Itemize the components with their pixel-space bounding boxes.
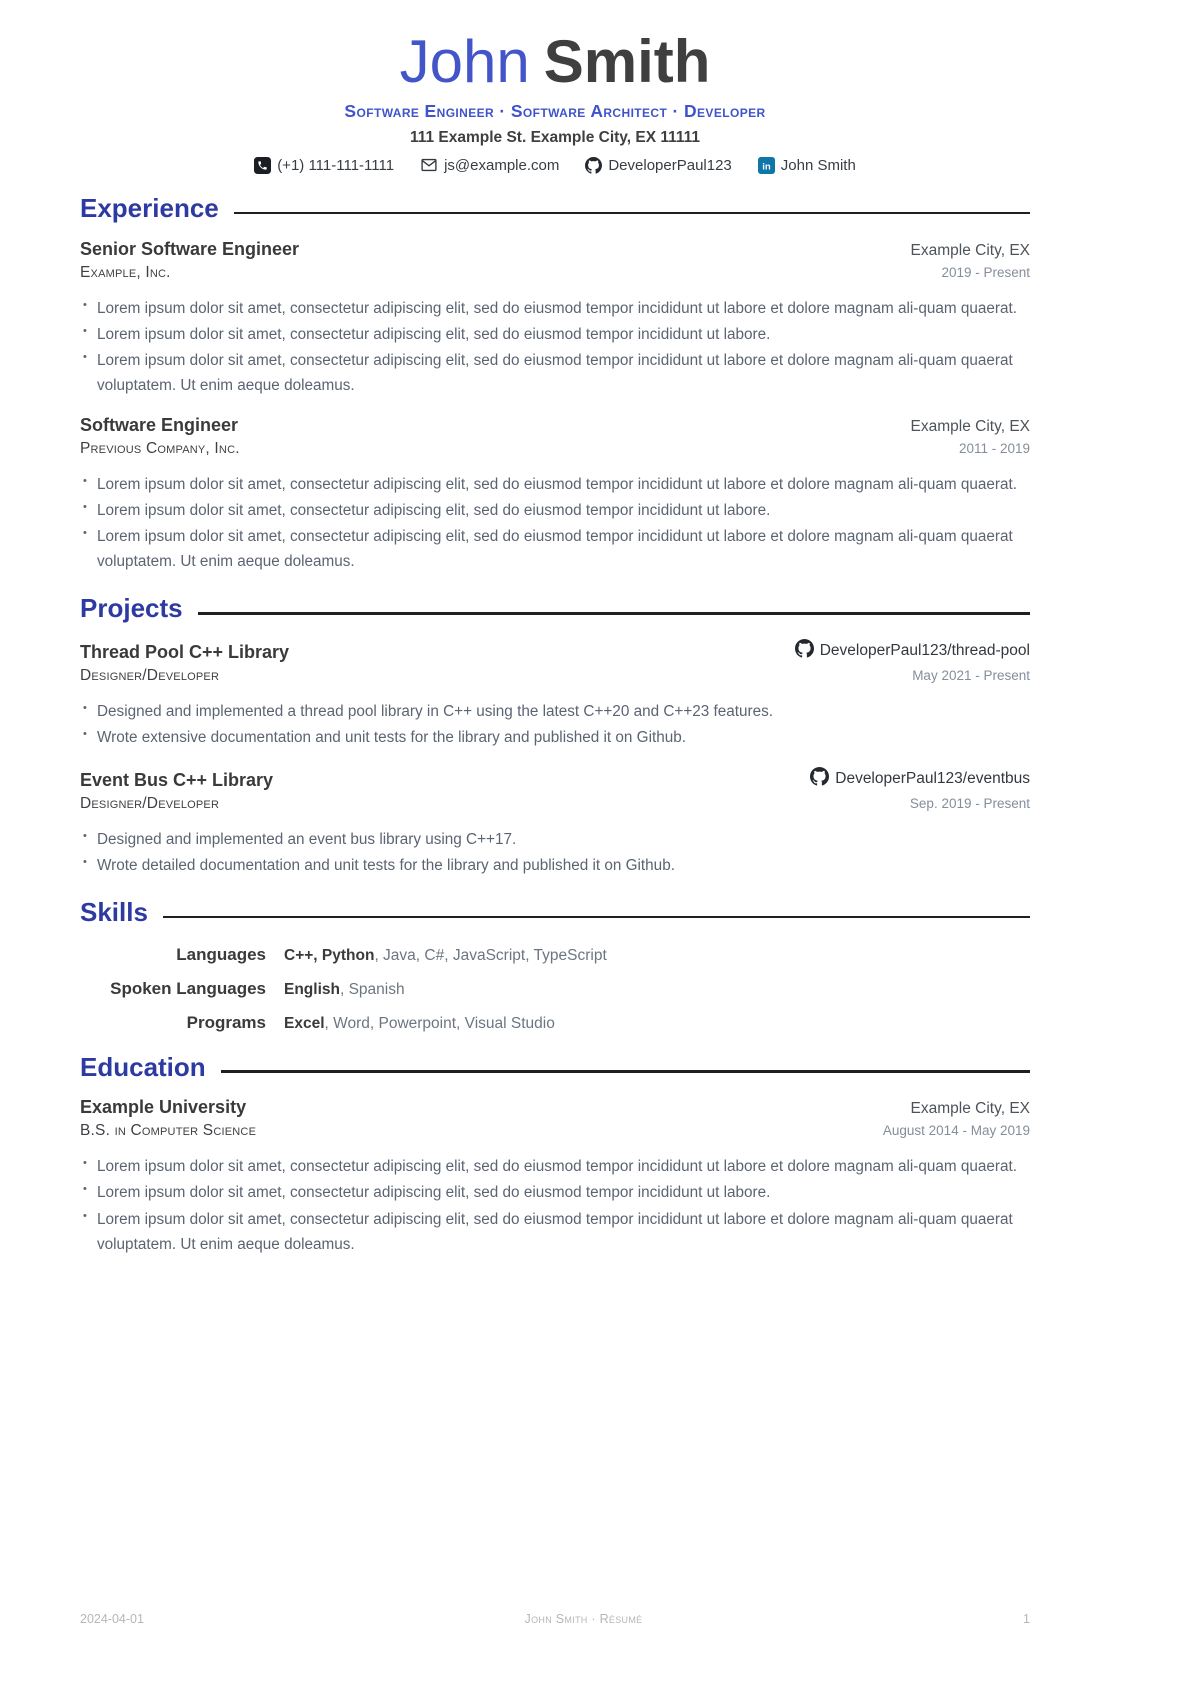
project-title: Thread Pool C++ Library — [80, 642, 290, 663]
project-title: Event Bus C++ Library — [80, 769, 274, 790]
bullet-icon: • — [83, 474, 87, 487]
company-name: Example, Inc. — [80, 263, 171, 281]
section-rule — [163, 916, 1030, 919]
github-icon — [810, 767, 829, 791]
job-location: Example City, EX — [910, 417, 1030, 435]
bullet-icon: • — [83, 1183, 87, 1196]
github-icon — [585, 157, 602, 174]
phone-icon — [254, 157, 271, 174]
resume-header — [80, 0, 1030, 174]
section-rule — [234, 212, 1030, 215]
repo-name: DeveloperPaul123/eventbus — [835, 769, 1030, 787]
github-username: DeveloperPaul123 — [608, 156, 732, 174]
bullet-item: • Wrote extensive documentation and unit tests for the library and published it on Github. — [80, 725, 1030, 750]
skill-label: Spoken Languages — [110, 978, 266, 998]
education-entry — [80, 1097, 1030, 1257]
linkedin-name: John Smith — [780, 156, 856, 174]
skill-row — [80, 1013, 1030, 1033]
phone-number: (+1) 111-111-1111 — [277, 156, 395, 174]
skills-table — [80, 945, 1030, 1033]
contact-row — [80, 156, 1030, 174]
school-location: Example City, EX — [910, 1100, 1030, 1118]
job-title: Software Engineer — [80, 414, 239, 435]
skill-label: Programs — [186, 1012, 266, 1032]
section-header-education — [80, 1053, 1030, 1082]
section-title-education: Education — [80, 1051, 206, 1082]
experience-entry — [80, 415, 1030, 575]
skill-values: Excel, Word, Powerpoint, Visual Studio — [284, 1014, 555, 1032]
bullet-icon: • — [83, 298, 87, 311]
bullet-item: • Designed and implemented a thread pool library in C++ using the latest C++20 and C++23 features. — [80, 699, 1030, 724]
section-experience — [80, 194, 1030, 574]
linkedin-icon — [758, 157, 775, 174]
skill-row — [80, 945, 1030, 965]
bullet-item: • Lorem ipsum dolor sit amet, consectetur adipiscing elit, sed do eiusmod tempor incididunt ut labore et dolore magnam ali-quam quaerat. — [80, 296, 1030, 321]
email-icon — [420, 156, 438, 174]
bullet-icon: • — [83, 702, 87, 715]
skill-row — [80, 979, 1030, 999]
project-role: Designer/Developer — [80, 794, 220, 812]
school-name: Example University — [80, 1097, 247, 1118]
section-education — [80, 1053, 1030, 1258]
experience-entry — [80, 239, 1030, 399]
job-bullets — [80, 296, 1030, 399]
email-link[interactable] — [420, 156, 559, 174]
github-icon — [795, 639, 814, 663]
last-name: Smith — [543, 28, 711, 95]
bullet-icon: • — [83, 1209, 87, 1222]
bullet-icon: • — [83, 855, 87, 868]
linkedin-link[interactable] — [758, 156, 856, 174]
github-link[interactable] — [585, 156, 731, 174]
skill-label: Languages — [176, 944, 266, 964]
job-location: Example City, EX — [910, 241, 1030, 259]
footer-date: 2024-04-01 — [80, 1612, 144, 1626]
bullet-item: • Lorem ipsum dolor sit amet, consectetur adipiscing elit, sed do eiusmod tempor incididunt ut labore et dolore magnam ali-quam quaerat. — [80, 472, 1030, 497]
footer-title: John Smith · Résumé — [524, 1612, 643, 1626]
job-dates: 2011 - 2019 — [958, 440, 1030, 456]
section-rule — [221, 1070, 1030, 1073]
section-skills — [80, 898, 1030, 1033]
footer-page-number: 1 — [1023, 1612, 1030, 1626]
education-bullets — [80, 1154, 1030, 1257]
section-header-projects — [80, 594, 1030, 623]
bullet-icon: • — [83, 728, 87, 741]
project-bullets — [80, 699, 1030, 750]
job-title: Senior Software Engineer — [80, 238, 300, 259]
section-header-skills — [80, 898, 1030, 927]
project-entry — [80, 639, 1030, 750]
project-role: Designer/Developer — [80, 667, 220, 685]
bullet-item: • Lorem ipsum dolor sit amet, consectetur adipiscing elit, sed do eiusmod tempor incididunt ut labore et dolore magnam ali-quam quaerat voluptatem. Ut enim aeque doleamus. — [80, 348, 1030, 398]
page-footer — [80, 1612, 1030, 1626]
bullet-item: • Lorem ipsum dolor sit amet, consectetur adipiscing elit, sed do eiusmod tempor incididunt ut labore et dolore magnam ali-quam quaerat voluptatem. Ut enim aeque doleamus. — [80, 524, 1030, 574]
job-dates: 2019 - Present — [941, 264, 1030, 280]
full-name — [80, 30, 1030, 93]
bullet-item: • Lorem ipsum dolor sit amet, consectetur adipiscing elit, sed do eiusmod tempor incididunt ut labore. — [80, 498, 1030, 523]
section-rule — [198, 612, 1030, 615]
section-title-experience: Experience — [80, 193, 219, 223]
bullet-item: • Designed and implemented an event bus library using C++17. — [80, 827, 1030, 852]
email-address: js@example.com — [444, 156, 560, 174]
bullet-item: • Lorem ipsum dolor sit amet, consectetur adipiscing elit, sed do eiusmod tempor incididunt ut labore. — [80, 1180, 1030, 1205]
svg-text:in: in — [762, 160, 771, 172]
bullet-icon: • — [83, 351, 87, 364]
bullet-icon: • — [83, 1157, 87, 1170]
tagline: Software Engineer · Software Architect · Developer — [344, 101, 766, 121]
bullet-item: • Lorem ipsum dolor sit amet, consectetur adipiscing elit, sed do eiusmod tempor incididunt ut labore et dolore magnam ali-quam quaerat. — [80, 1154, 1030, 1179]
first-name: John — [399, 28, 530, 95]
project-dates: May 2021 - Present — [912, 668, 1030, 684]
degree: B.S. in Computer Science — [80, 1122, 257, 1140]
bullet-item: • Wrote detailed documentation and unit tests for the library and published it on Github. — [80, 853, 1030, 878]
project-entry — [80, 767, 1030, 878]
bullet-item: • Lorem ipsum dolor sit amet, consectetur adipiscing elit, sed do eiusmod tempor incididunt ut labore. — [80, 322, 1030, 347]
skill-values: C++, Python, Java, C#, JavaScript, TypeScript — [284, 946, 607, 964]
section-projects — [80, 594, 1030, 878]
education-dates: August 2014 - May 2019 — [882, 1123, 1030, 1139]
company-name: Previous Company, Inc. — [80, 439, 240, 457]
bullet-icon: • — [83, 829, 87, 842]
project-bullets — [80, 827, 1030, 878]
repo-name: DeveloperPaul123/thread-pool — [819, 642, 1030, 660]
section-title-skills: Skills — [80, 897, 148, 927]
project-repo-link[interactable] — [795, 639, 1030, 663]
project-dates: Sep. 2019 - Present — [909, 795, 1030, 811]
job-bullets — [80, 472, 1030, 575]
section-title-projects: Projects — [80, 593, 183, 624]
section-header-experience — [80, 194, 1030, 223]
bullet-icon: • — [83, 500, 87, 513]
skill-values: English, Spanish — [284, 980, 405, 998]
bullet-item: • Lorem ipsum dolor sit amet, consectetur adipiscing elit, sed do eiusmod tempor incididunt ut labore et dolore magnam ali-quam quaerat voluptatem. Ut enim aeque doleamus. — [80, 1207, 1030, 1257]
bullet-icon: • — [83, 527, 87, 539]
phone-link[interactable] — [254, 156, 394, 174]
address: 111 Example St. Example City, EX 11111 — [409, 129, 701, 146]
project-repo-link[interactable] — [810, 767, 1030, 791]
bullet-icon: • — [83, 324, 87, 337]
resume-page — [80, 0, 1030, 1258]
